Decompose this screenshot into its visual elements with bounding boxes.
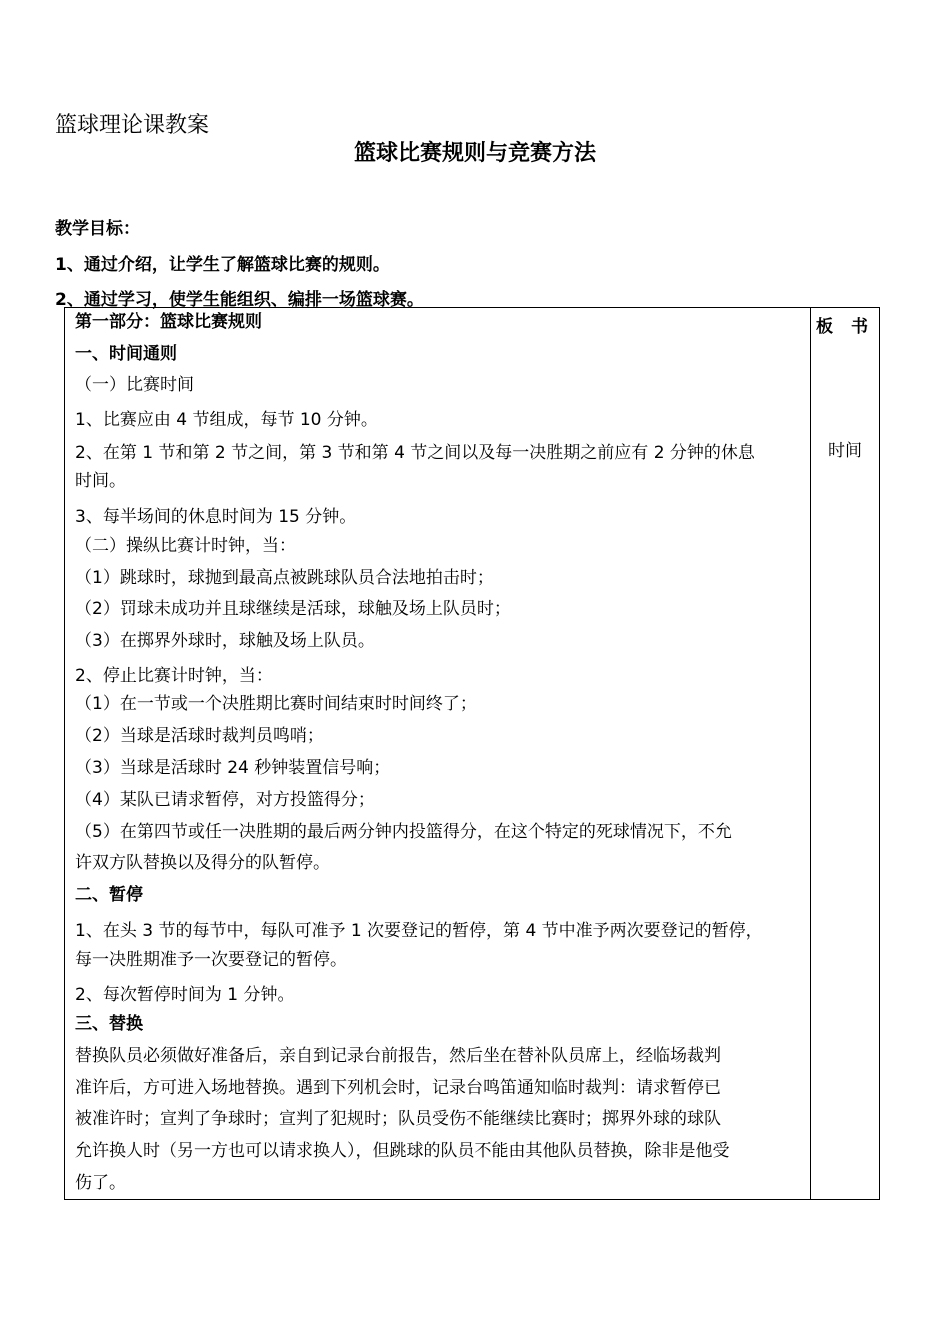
blackboard-note: 时间 (828, 441, 862, 461)
content-line: 被准许时；宣判了争球时；宣判了犯规时；队员受伤不能继续比赛时；掷界外球的球队 (75, 1109, 721, 1129)
content-line: （2）罚球未成功并且球继续是活球，球触及场上队员时； (75, 599, 511, 619)
content-line: 1、在头 3 节的每节中，每队可准予 1 次要登记的暂停，第 4 节中准予两次要登记的暂停， (75, 921, 763, 941)
content-line: （3）在掷界外球时，球触及场上队员。 (75, 631, 375, 651)
content-line: 伤了。 (75, 1173, 126, 1193)
content-line: 替换队员必须做好准备后，亲自到记录台前报告，然后坐在替补队员席上，经临场裁判 (75, 1046, 721, 1066)
content-line: 2、停止比赛计时钟，当： (75, 666, 273, 686)
content-line: 2、每次暂停时间为 1 分钟。 (75, 985, 295, 1005)
content-line: 时间。 (75, 471, 126, 491)
section-heading: 三、替换 (75, 1014, 143, 1034)
section-heading: 二、暂停 (75, 885, 143, 905)
content-line: 每一决胜期准予一次要登记的暂停。 (75, 950, 347, 970)
content-line: （5）在第四节或任一决胜期的最后两分钟内投篮得分，在这个特定的死球情况下，不允 (75, 822, 732, 842)
blackboard-header: 板 书 (816, 317, 874, 337)
content-line: 许双方队替换以及得分的队暂停。 (75, 853, 330, 873)
document-title: 篮球比赛规则与竞赛方法 (353, 141, 596, 166)
content-line: （1）在一节或一个决胜期比赛时间结束时时间终了； (75, 694, 477, 714)
content-line: 准许后，方可进入场地替换。遇到下列机会时，记录台鸣笛通知临时裁判：请求暂停已 (75, 1078, 721, 1098)
subsection-heading: （二）操纵比赛计时钟，当： (75, 536, 296, 556)
subsection-heading: （一）比赛时间 (75, 375, 194, 395)
objective-item: 2、通过学习，使学生能组织、编排一场篮球赛。 (55, 290, 424, 310)
content-line: （3）当球是活球时 24 秒钟装置信号响； (75, 758, 391, 778)
objectives-heading: 教学目标： (55, 219, 140, 239)
content-line: （2）当球是活球时裁判员鸣哨； (75, 726, 324, 746)
content-line: （1）跳球时，球抛到最高点被跳球队员合法地拍击时； (75, 568, 494, 588)
content-line: 3、每半场间的休息时间为 15 分钟。 (75, 507, 357, 527)
content-line: 1、比赛应由 4 节组成，每节 10 分钟。 (75, 410, 378, 430)
part-heading: 第一部分：篮球比赛规则 (75, 312, 262, 332)
document-header: 篮球理论课教案 (55, 113, 210, 138)
objective-item: 1、通过介绍，让学生了解篮球比赛的规则。 (55, 255, 390, 275)
lesson-table (64, 307, 880, 1200)
content-line: （4）某队已请求暂停，对方投篮得分； (75, 790, 375, 810)
content-line: 允许换人时（另一方也可以请求换人），但跳球的队员不能由其他队员替换，除非是他受 (75, 1141, 730, 1161)
section-heading: 一、时间通则 (75, 344, 177, 364)
content-line: 2、在第 1 节和第 2 节之间，第 3 节和第 4 节之间以及每一决胜期之前应有 2 分钟的休息 (75, 443, 755, 463)
blackboard-column (811, 308, 879, 1199)
lesson-content-column (65, 308, 811, 1199)
